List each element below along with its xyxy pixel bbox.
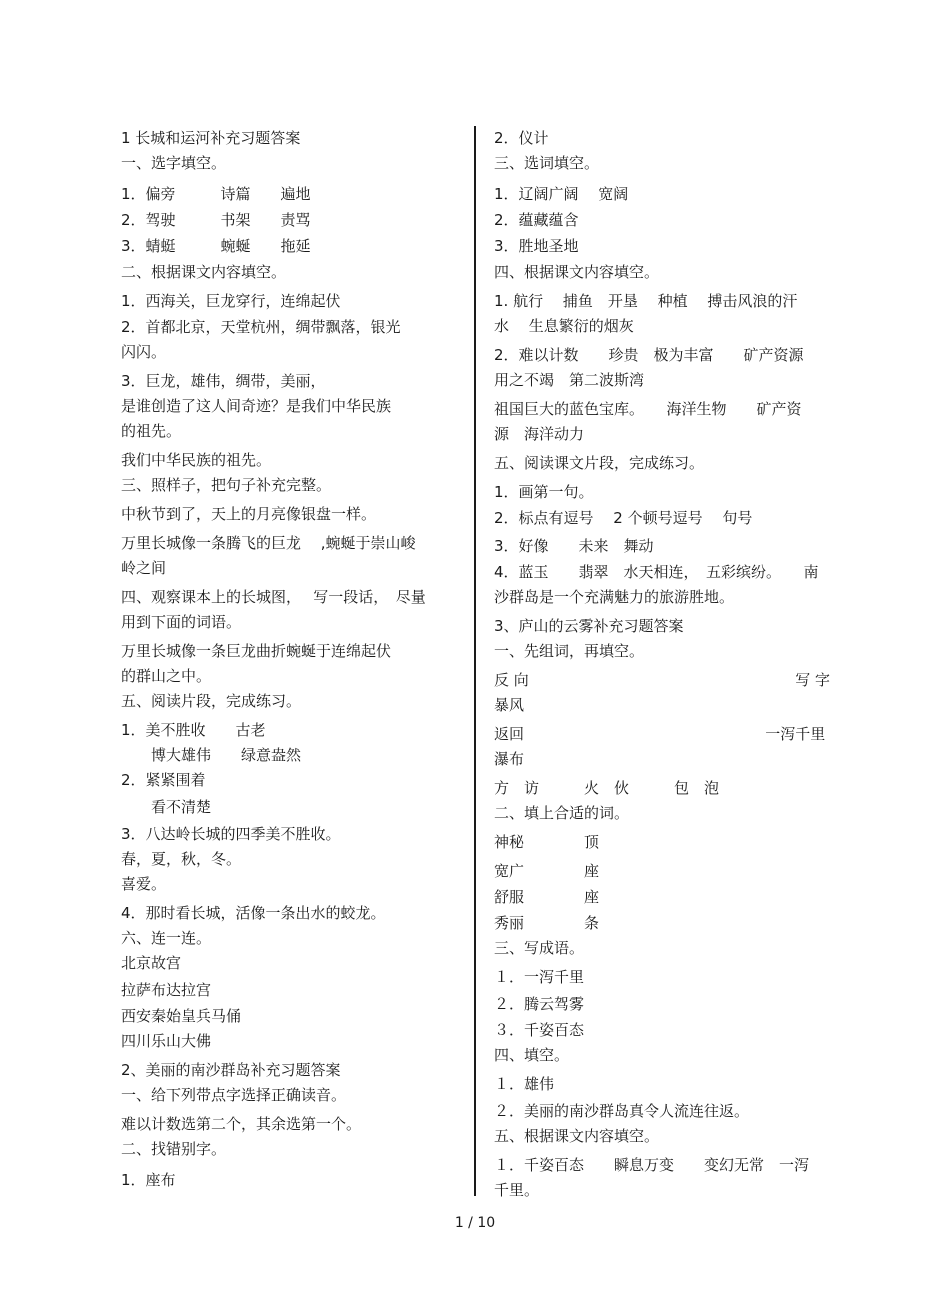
right-line-38 [494, 1156, 830, 1175]
line-text: 返回 [494, 725, 525, 743]
left-line-5 [121, 263, 461, 282]
line-text: 四、填空。 [494, 1046, 570, 1064]
line-text: 拉萨布达拉宫 [121, 981, 212, 999]
line-text: 的群山之中。 [121, 667, 212, 685]
line-text: 是谁创造了这人间奇迹？是我们中华民族 [121, 397, 392, 415]
line-text: 1. 航行 捕鱼 开垦 种植 搏击风浪的汗 [494, 292, 798, 310]
left-line-32 [121, 981, 461, 1000]
line-text: 北京故宫 [121, 954, 182, 972]
page-number: 1 / 10 [454, 1215, 496, 1231]
line-text: 源 海洋动力 [494, 425, 585, 443]
line-text: 祖国巨大的蓝色宝库。 海洋生物 矿产资 [494, 400, 802, 418]
right-line-2 [494, 185, 830, 204]
left-line-2 [121, 185, 461, 204]
line-text-right: 写 字 [795, 671, 830, 689]
left-line-18 [121, 613, 461, 632]
line-text: 方 访 火 伙 包 泡 [494, 779, 720, 797]
right-line-11 [494, 425, 830, 444]
line-text: 中秋节到了，天上的月亮像银盘一样。 [121, 505, 377, 523]
line-text: 三、写成语。 [494, 939, 585, 957]
line-text: 3．胜地圣地 [494, 237, 579, 255]
right-line-15 [494, 537, 830, 556]
right-line-31 [494, 968, 830, 987]
line-text: 一、先组词，再填空。 [494, 642, 645, 660]
left-line-0 [121, 129, 461, 148]
line-text: 博大雄伟 绿意盎然 [121, 746, 302, 764]
line-text: 暴风 [494, 696, 525, 714]
line-text: 2．紧紧围着 [121, 771, 206, 789]
line-text: 4．蓝玉 翡翠 水天相连， 五彩缤纷。 南 [494, 563, 819, 581]
left-line-21 [121, 692, 461, 711]
left-line-3 [121, 211, 461, 230]
line-text-right: 一泻千里 [765, 725, 830, 743]
line-text: 四、根据课文内容填空。 [494, 263, 660, 281]
right-line-36 [494, 1102, 830, 1121]
left-line-20 [121, 667, 461, 686]
right-line-16 [494, 563, 830, 582]
line-text: 五、阅读片段，完成练习。 [121, 692, 302, 710]
left-column [121, 129, 461, 1190]
right-line-23 [494, 750, 830, 769]
right-line-9 [494, 371, 830, 390]
right-line-8 [494, 346, 830, 365]
line-text: 看不清楚 [121, 798, 212, 816]
left-line-34 [121, 1032, 461, 1051]
right-line-5 [494, 263, 830, 282]
line-text: 用到下面的词语。 [121, 613, 242, 631]
left-line-28 [121, 875, 461, 894]
line-text: 1．美不胜收 古老 [121, 721, 266, 739]
line-text: 反 向 [494, 671, 529, 689]
line-text: 舒服 座 [494, 888, 600, 906]
left-line-10 [121, 397, 461, 416]
line-text: 水 生息繁衍的烟灰 [494, 317, 634, 335]
line-text: ３．千姿百态 [494, 1021, 585, 1039]
line-text: 1．偏旁 诗篇 遍地 [121, 185, 311, 203]
left-line-6 [121, 292, 461, 311]
right-line-28 [494, 888, 830, 907]
line-text: 千里。 [494, 1181, 540, 1199]
right-line-24 [494, 779, 830, 798]
line-text: 四川乐山大佛 [121, 1032, 212, 1050]
line-text: 1．画第一句。 [494, 483, 594, 501]
left-line-26 [121, 825, 461, 844]
right-line-19 [494, 642, 830, 661]
right-line-33 [494, 1021, 830, 1040]
right-line-1 [494, 154, 830, 173]
line-text: 1．西海关，巨龙穿行，连绵起伏 [121, 292, 341, 310]
line-text: １．雄伟 [494, 1075, 555, 1093]
line-text: 2．标点有逗号 2 个顿号逗号 句号 [494, 509, 753, 527]
line-text: 岭之间 [121, 559, 167, 577]
right-line-29 [494, 914, 830, 933]
left-line-14 [121, 505, 461, 524]
line-text: 三、选词填空。 [494, 154, 600, 172]
line-text: 二、根据课文内容填空。 [121, 263, 287, 281]
line-text: 3．蜻蜓 蜿蜒 拖延 [121, 237, 311, 255]
line-text: 我们中华民族的祖先。 [121, 451, 272, 469]
right-line-26 [494, 833, 830, 852]
left-line-19 [121, 642, 461, 661]
line-text: 4．那时看长城，活像一条出水的蛟龙。 [121, 904, 386, 922]
left-line-31 [121, 954, 461, 973]
line-text: 用之不竭 第二波斯湾 [494, 371, 645, 389]
left-line-38 [121, 1140, 461, 1159]
right-line-32 [494, 995, 830, 1014]
line-text: 宽广 座 [494, 862, 600, 880]
left-line-29 [121, 904, 461, 923]
left-line-1 [121, 154, 461, 173]
line-text: 三、照样子，把句子补充完整。 [121, 476, 332, 494]
left-line-4 [121, 237, 461, 256]
right-line-25 [494, 804, 830, 823]
line-text: 沙群岛是一个充满魅力的旅游胜地。 [494, 588, 735, 606]
line-text: 2．仪计 [494, 129, 549, 147]
left-line-8 [121, 343, 461, 362]
line-text: 秀丽 条 [494, 914, 600, 932]
right-line-39 [494, 1181, 830, 1200]
right-line-10 [494, 400, 830, 419]
line-text: 3．好像 未来 舞动 [494, 537, 654, 555]
left-line-36 [121, 1086, 461, 1105]
line-text: 2．蕴藏蕴含 [494, 211, 579, 229]
left-line-15 [121, 534, 461, 553]
line-text: 喜爱。 [121, 875, 167, 893]
right-line-37 [494, 1127, 830, 1146]
left-line-22 [121, 721, 461, 740]
line-text: 四、观察课本上的长城图， 写一段话， 尽量 [121, 588, 426, 606]
left-line-16 [121, 559, 461, 578]
right-line-7 [494, 317, 830, 336]
line-text: 五、根据课文内容填空。 [494, 1127, 660, 1145]
right-line-34 [494, 1046, 830, 1065]
left-line-30 [121, 929, 461, 948]
right-line-20 [494, 671, 830, 690]
right-line-35 [494, 1075, 830, 1094]
right-line-30 [494, 939, 830, 958]
line-text: 六、连一连。 [121, 929, 212, 947]
right-line-4 [494, 237, 830, 256]
line-text: １．一泻千里 [494, 968, 585, 986]
line-text: 难以计数选第二个，其余选第一个。 [121, 1115, 362, 1133]
left-line-35 [121, 1061, 461, 1080]
left-line-17 [121, 588, 461, 607]
left-line-39 [121, 1171, 461, 1190]
left-line-24 [121, 771, 461, 790]
left-line-25 [121, 798, 461, 817]
right-line-27 [494, 862, 830, 881]
right-line-21 [494, 696, 830, 715]
left-line-9 [121, 372, 461, 391]
line-text: １．千姿百态 瞬息万变 变幻无常 一泻 [494, 1156, 810, 1174]
line-text: ２．美丽的南沙群岛真令人流连往返。 [494, 1102, 750, 1120]
right-line-12 [494, 454, 830, 473]
left-line-33 [121, 1007, 461, 1026]
line-text: 闪闪。 [121, 343, 167, 361]
line-text: 神秘 顶 [494, 833, 600, 851]
line-text: 一、选字填空。 [121, 154, 227, 172]
left-line-13 [121, 476, 461, 495]
column-divider [474, 126, 476, 1196]
line-text: 万里长城像一条巨龙曲折蜿蜒于连绵起伏 [121, 642, 392, 660]
line-text: 3、庐山的云雾补充习题答案 [494, 617, 684, 635]
left-line-12 [121, 451, 461, 470]
line-text: 2．首都北京，天堂杭州，绸带飘落，银光 [121, 318, 401, 336]
left-line-11 [121, 422, 461, 441]
right-line-3 [494, 211, 830, 230]
right-line-18 [494, 617, 830, 636]
right-line-17 [494, 588, 830, 607]
line-text: ２．腾云驾雾 [494, 995, 585, 1013]
line-text: 一、给下列带点字选择正确读音。 [121, 1086, 347, 1104]
line-text: 1 长城和运河补充习题答案 [121, 129, 301, 147]
right-line-13 [494, 483, 830, 502]
line-text: 2．驾驶 书架 责骂 [121, 211, 311, 229]
line-text: 二、填上合适的词。 [494, 804, 630, 822]
line-text: 1．辽阔广阔 宽阔 [494, 185, 629, 203]
right-line-22 [494, 725, 830, 744]
line-text: 2．难以计数 珍贵 极为丰富 矿产资源 [494, 346, 804, 364]
right-line-0 [494, 129, 830, 148]
left-line-7 [121, 318, 461, 337]
line-text: 2、美丽的南沙群岛补充习题答案 [121, 1061, 341, 1079]
left-line-27 [121, 850, 461, 869]
left-line-37 [121, 1115, 461, 1134]
line-text: 万里长城像一条腾飞的巨龙 ,蜿蜒于崇山峻 [121, 534, 416, 552]
line-text: 瀑布 [494, 750, 525, 768]
line-text: 3．八达岭长城的四季美不胜收。 [121, 825, 341, 843]
line-text: 二、找错别字。 [121, 1140, 227, 1158]
right-line-14 [494, 509, 830, 528]
right-line-6 [494, 292, 830, 311]
line-text: 的祖先。 [121, 422, 182, 440]
line-text: 春，夏，秋，冬。 [121, 850, 242, 868]
line-text: 西安秦始皇兵马俑 [121, 1007, 242, 1025]
right-column [494, 129, 830, 1200]
left-line-23 [121, 746, 461, 765]
line-text: 1．座布 [121, 1171, 176, 1189]
line-text: 3．巨龙，雄伟，绸带，美丽， [121, 372, 326, 390]
line-text: 五、阅读课文片段，完成练习。 [494, 454, 705, 472]
